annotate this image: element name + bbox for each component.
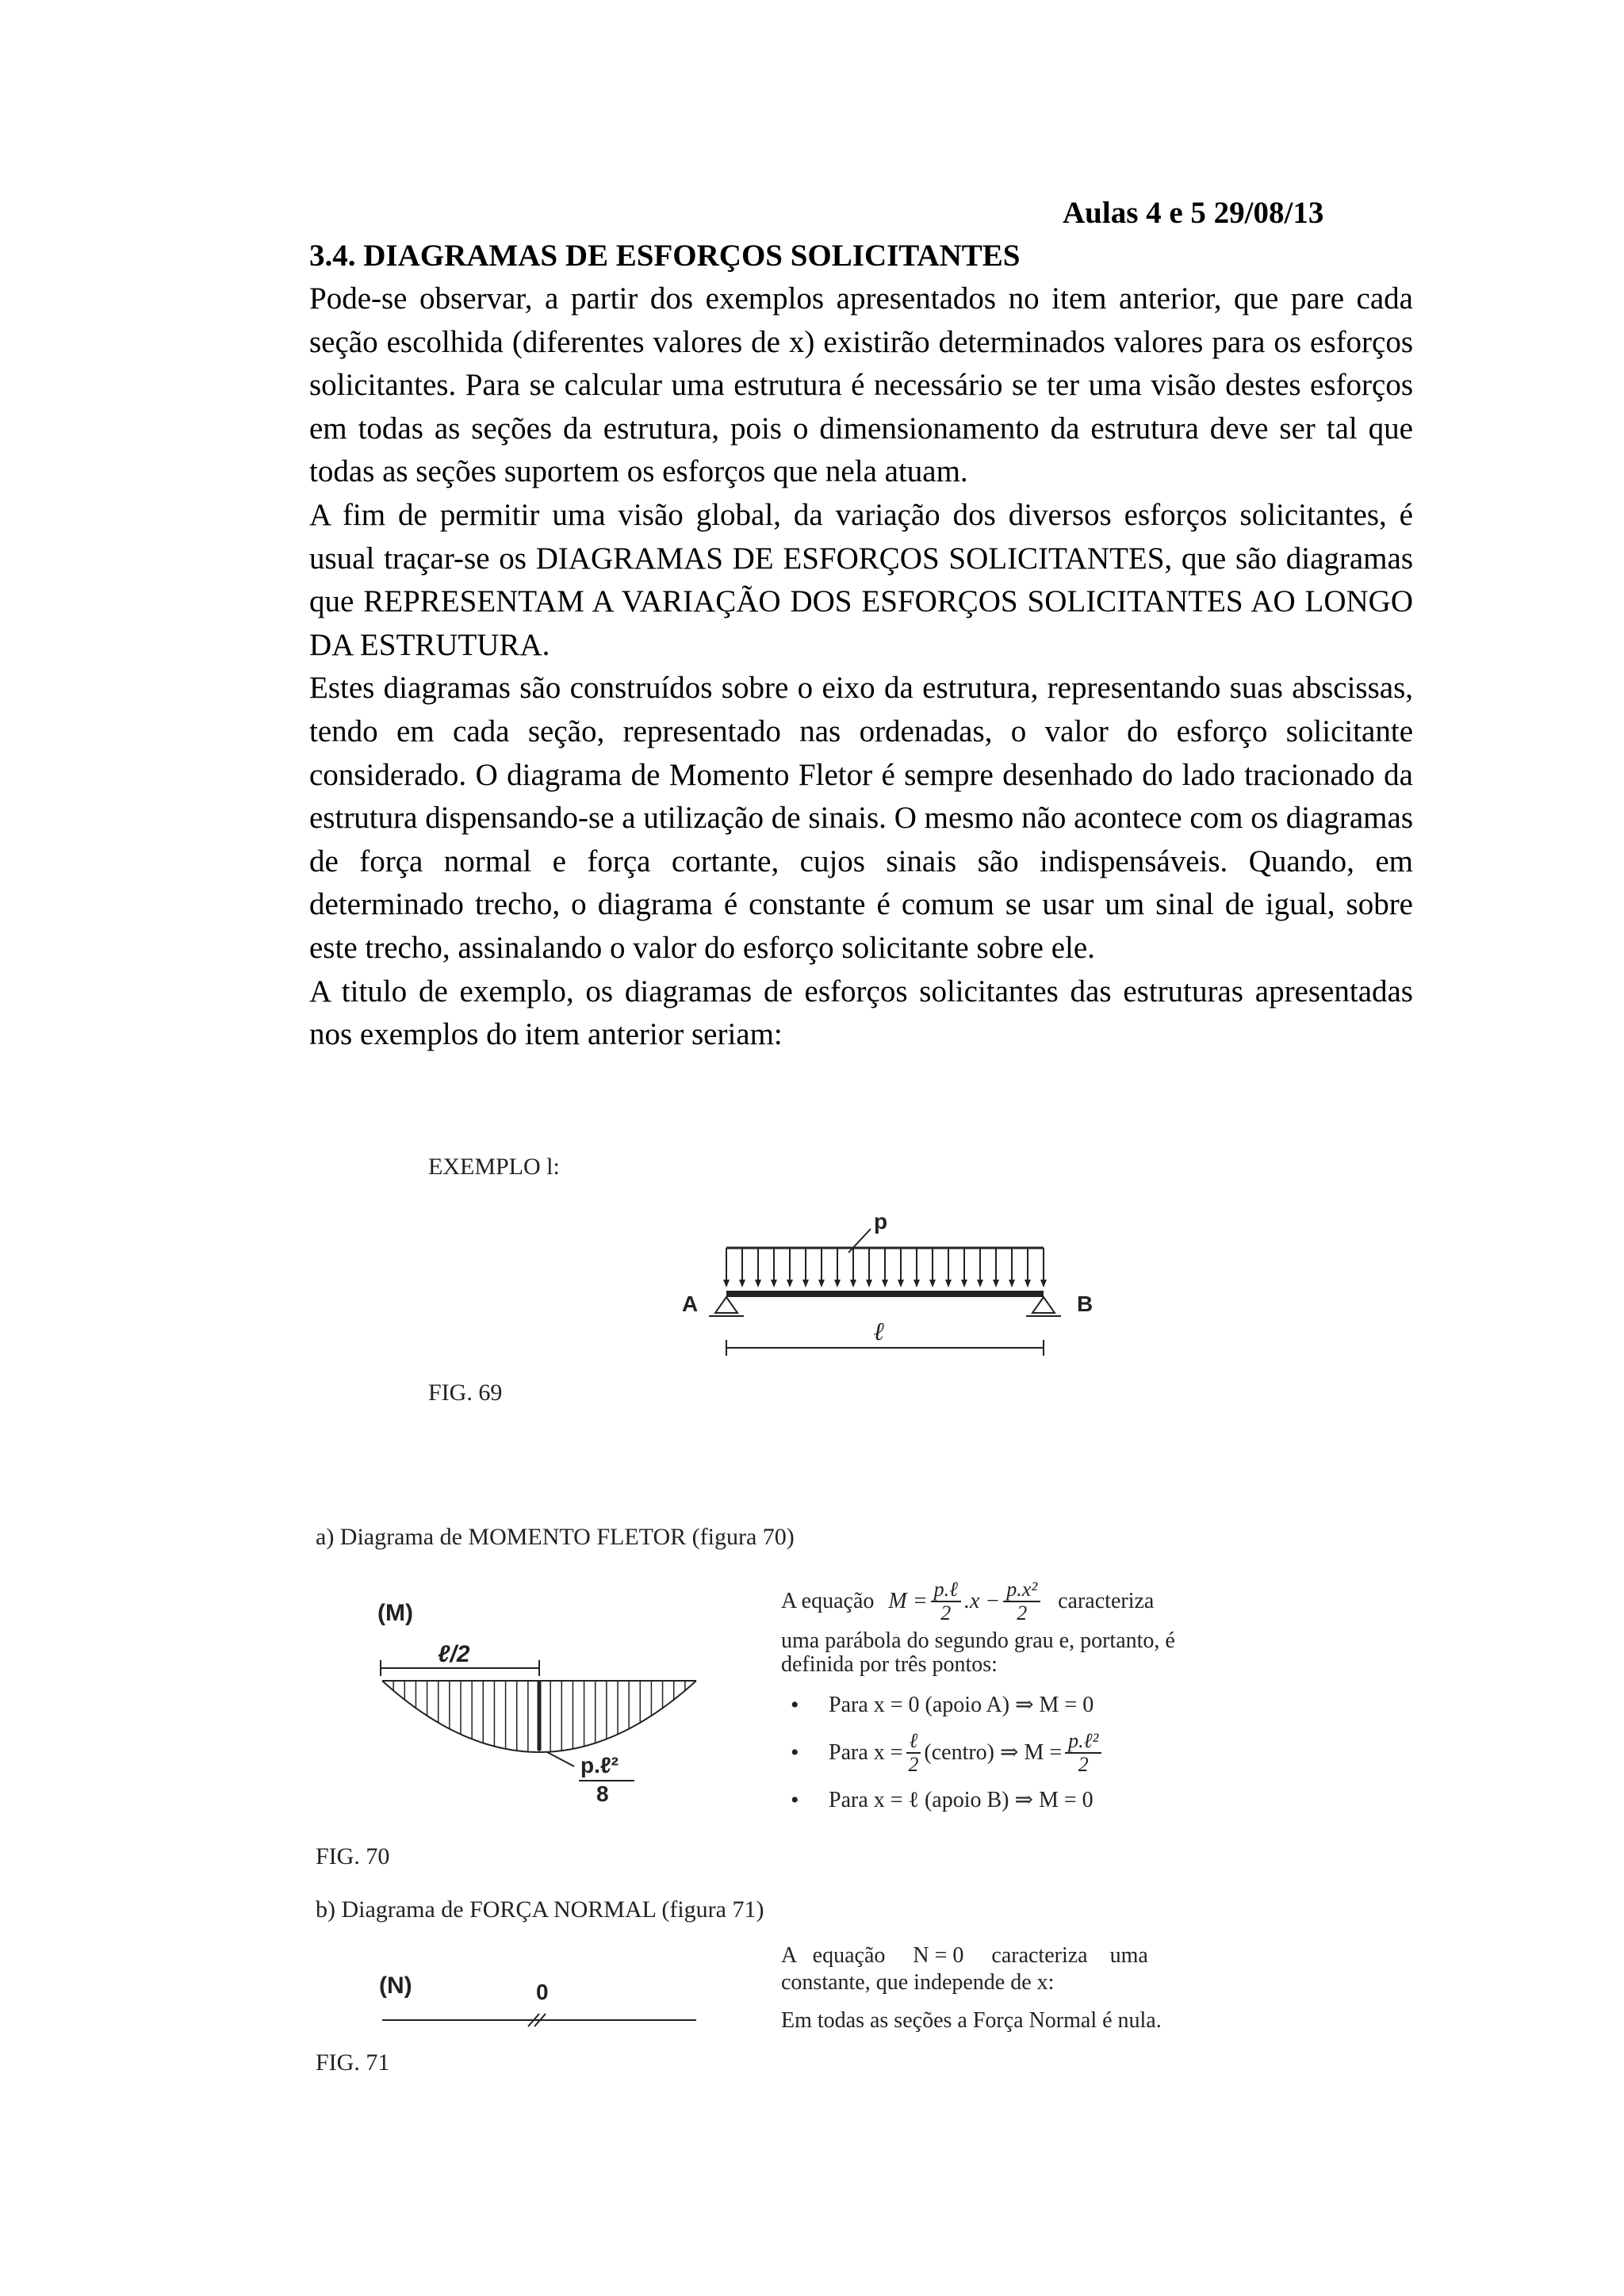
load-arrowhead [787,1280,793,1288]
load-arrowhead [802,1280,809,1288]
figure-caption: FIG. 69 [428,1380,503,1406]
load-arrowhead [945,1280,952,1288]
moment-heading: a) Diagrama de MOMENTO FLETOR (figura 70) [316,1524,795,1550]
support-a-triangle [715,1297,737,1313]
max-moment-denominator: 8 [596,1781,609,1806]
body-text [309,277,1413,1057]
support-b-label: B [1077,1292,1094,1316]
load-arrowhead [898,1280,904,1288]
moment-diagram [373,1586,706,1816]
equation-lhs: M = [888,1589,928,1613]
moment-equation-block [781,1574,1257,1824]
equation-mid: .x − [963,1589,1001,1613]
normal-zero-label: 0 [536,1980,549,2004]
load-arrowhead [818,1280,825,1288]
load-arrowhead [961,1280,967,1288]
load-arrowhead [866,1280,872,1288]
equation-fraction-1: $\frac{\text{p.ℓ}}{2}$ [931,1578,961,1624]
half-span-label: ℓ/2 [438,1641,470,1667]
load-arrowhead [755,1280,761,1288]
equation-end: caracteriza [1058,1589,1155,1613]
load-arrowhead [914,1280,920,1288]
paragraph: Pode-se observar, a partir dos exemplos apresentados no item anterior, que pare cada seção escolhida (diferentes valores de x) existirão determinados valores para os esforços solicitantes. Para se calcular uma estrutura é necessário se ter uma visão destes esforços em todas as seções da estrutura, pois o dimensionamento da estrutura deve ser tal que todas as seções suportem os esforços que nela atuam. [309,281,1413,489]
example-label: EXEMPLO l: [428,1154,560,1180]
moment-description: uma parábola do segundo grau e, portanto, é definida por três pontos: [781,1628,1175,1677]
load-arrowhead [1009,1280,1015,1288]
beam [726,1291,1044,1297]
max-moment-pointer [547,1752,574,1766]
normal-description: constante, que independe de x: [781,1970,1055,1995]
support-b-triangle [1032,1297,1055,1313]
list-item: • Para x = ℓ (apoio B) ⇒ M = 0 [781,1777,1257,1824]
figure-caption: FIG. 70 [316,1843,390,1869]
distributed-load-arrows [723,1248,1047,1288]
moment-points-list [781,1682,1257,1824]
load-arrowhead [929,1280,936,1288]
support-a-label: A [682,1292,699,1316]
span-label: ℓ [874,1317,885,1345]
load-arrowhead [834,1280,841,1288]
load-label: p [874,1209,888,1234]
lecture-header: Aulas 4 e 5 29/08/13 [1063,196,1324,230]
list-item: • Para x = $\frac{\text{ℓ}}{2}$ (centro) ⇒ M = $\frac{\text{p.ℓ²}}{2}$ [781,1729,1257,1777]
list-item: • Para x = 0 (apoio A) ⇒ M = 0 [781,1682,1257,1729]
load-arrowhead [882,1280,888,1288]
load-arrowhead [739,1280,745,1288]
figure-caption: FIG. 71 [316,2049,390,2076]
load-arrowhead [977,1280,983,1288]
paragraph: Estes diagramas são construídos sobre o eixo da estrutura, representando suas abscissas, tendo em cada seção, representado nas ordenadas, o valor do esforço solicitante considerado. O diagrama de Momento Fletor é sempre desenhado do lado tracionado da estrutura dispensando-se a utilização de sinais. O mesmo não acontece com os diagramas de força normal e força cortante, cujos sinais são indispensáveis. Quando, em determinado trecho, o diagrama é constante é comum se usar um sinal de igual, sobre este trecho, assinalando o valor do esforço solicitante sobre ele. [309,671,1413,965]
moment-diagram-label: (M) [377,1600,413,1626]
load-arrowhead [723,1280,730,1288]
load-arrowhead [993,1280,999,1288]
equation-intro: A equação [781,1589,875,1613]
normal-conclusion: Em todas as seções a Força Normal é nula. [781,2008,1162,2033]
load-arrowhead [771,1280,777,1288]
moment-equation [781,1574,1257,1629]
max-moment-numerator: p.ℓ² [580,1753,619,1777]
load-arrowhead [1040,1280,1047,1288]
normal-diagram [373,1958,706,2030]
paragraph: A fim de permitir uma visão global, da variação dos diversos esforços solicitantes, é usual traçar-se os DIAGRAMAS DE ESFORÇOS SOLICITANTES, que são diagramas que REPRESENTAM A VARIAÇÃO DOS ESFORÇOS SOLICITANTES AO LONGO DA ESTRUTURA. [309,497,1413,662]
normal-heading: b) Diagrama de FORÇA NORMAL (figura 71) [316,1896,764,1923]
normal-diagram-label: (N) [379,1973,412,1999]
equation-fraction-2: $\frac{\text{p.x²}}{2}$ [1003,1578,1040,1624]
load-arrowhead [1025,1280,1031,1288]
beam-figure [674,1205,1118,1364]
normal-equation-block [781,1939,1257,2038]
normal-equation: A equação N = 0 caracteriza uma [781,1943,1148,1968]
paragraph: A titulo de exemplo, os diagramas de esforços solicitantes das estruturas apresentadas nos exemplos do item anterior seriam: [309,974,1413,1052]
section-title: 3.4. DIAGRAMAS DE ESFORÇOS SOLICITANTES [309,239,1021,273]
load-arrowhead [850,1280,856,1288]
